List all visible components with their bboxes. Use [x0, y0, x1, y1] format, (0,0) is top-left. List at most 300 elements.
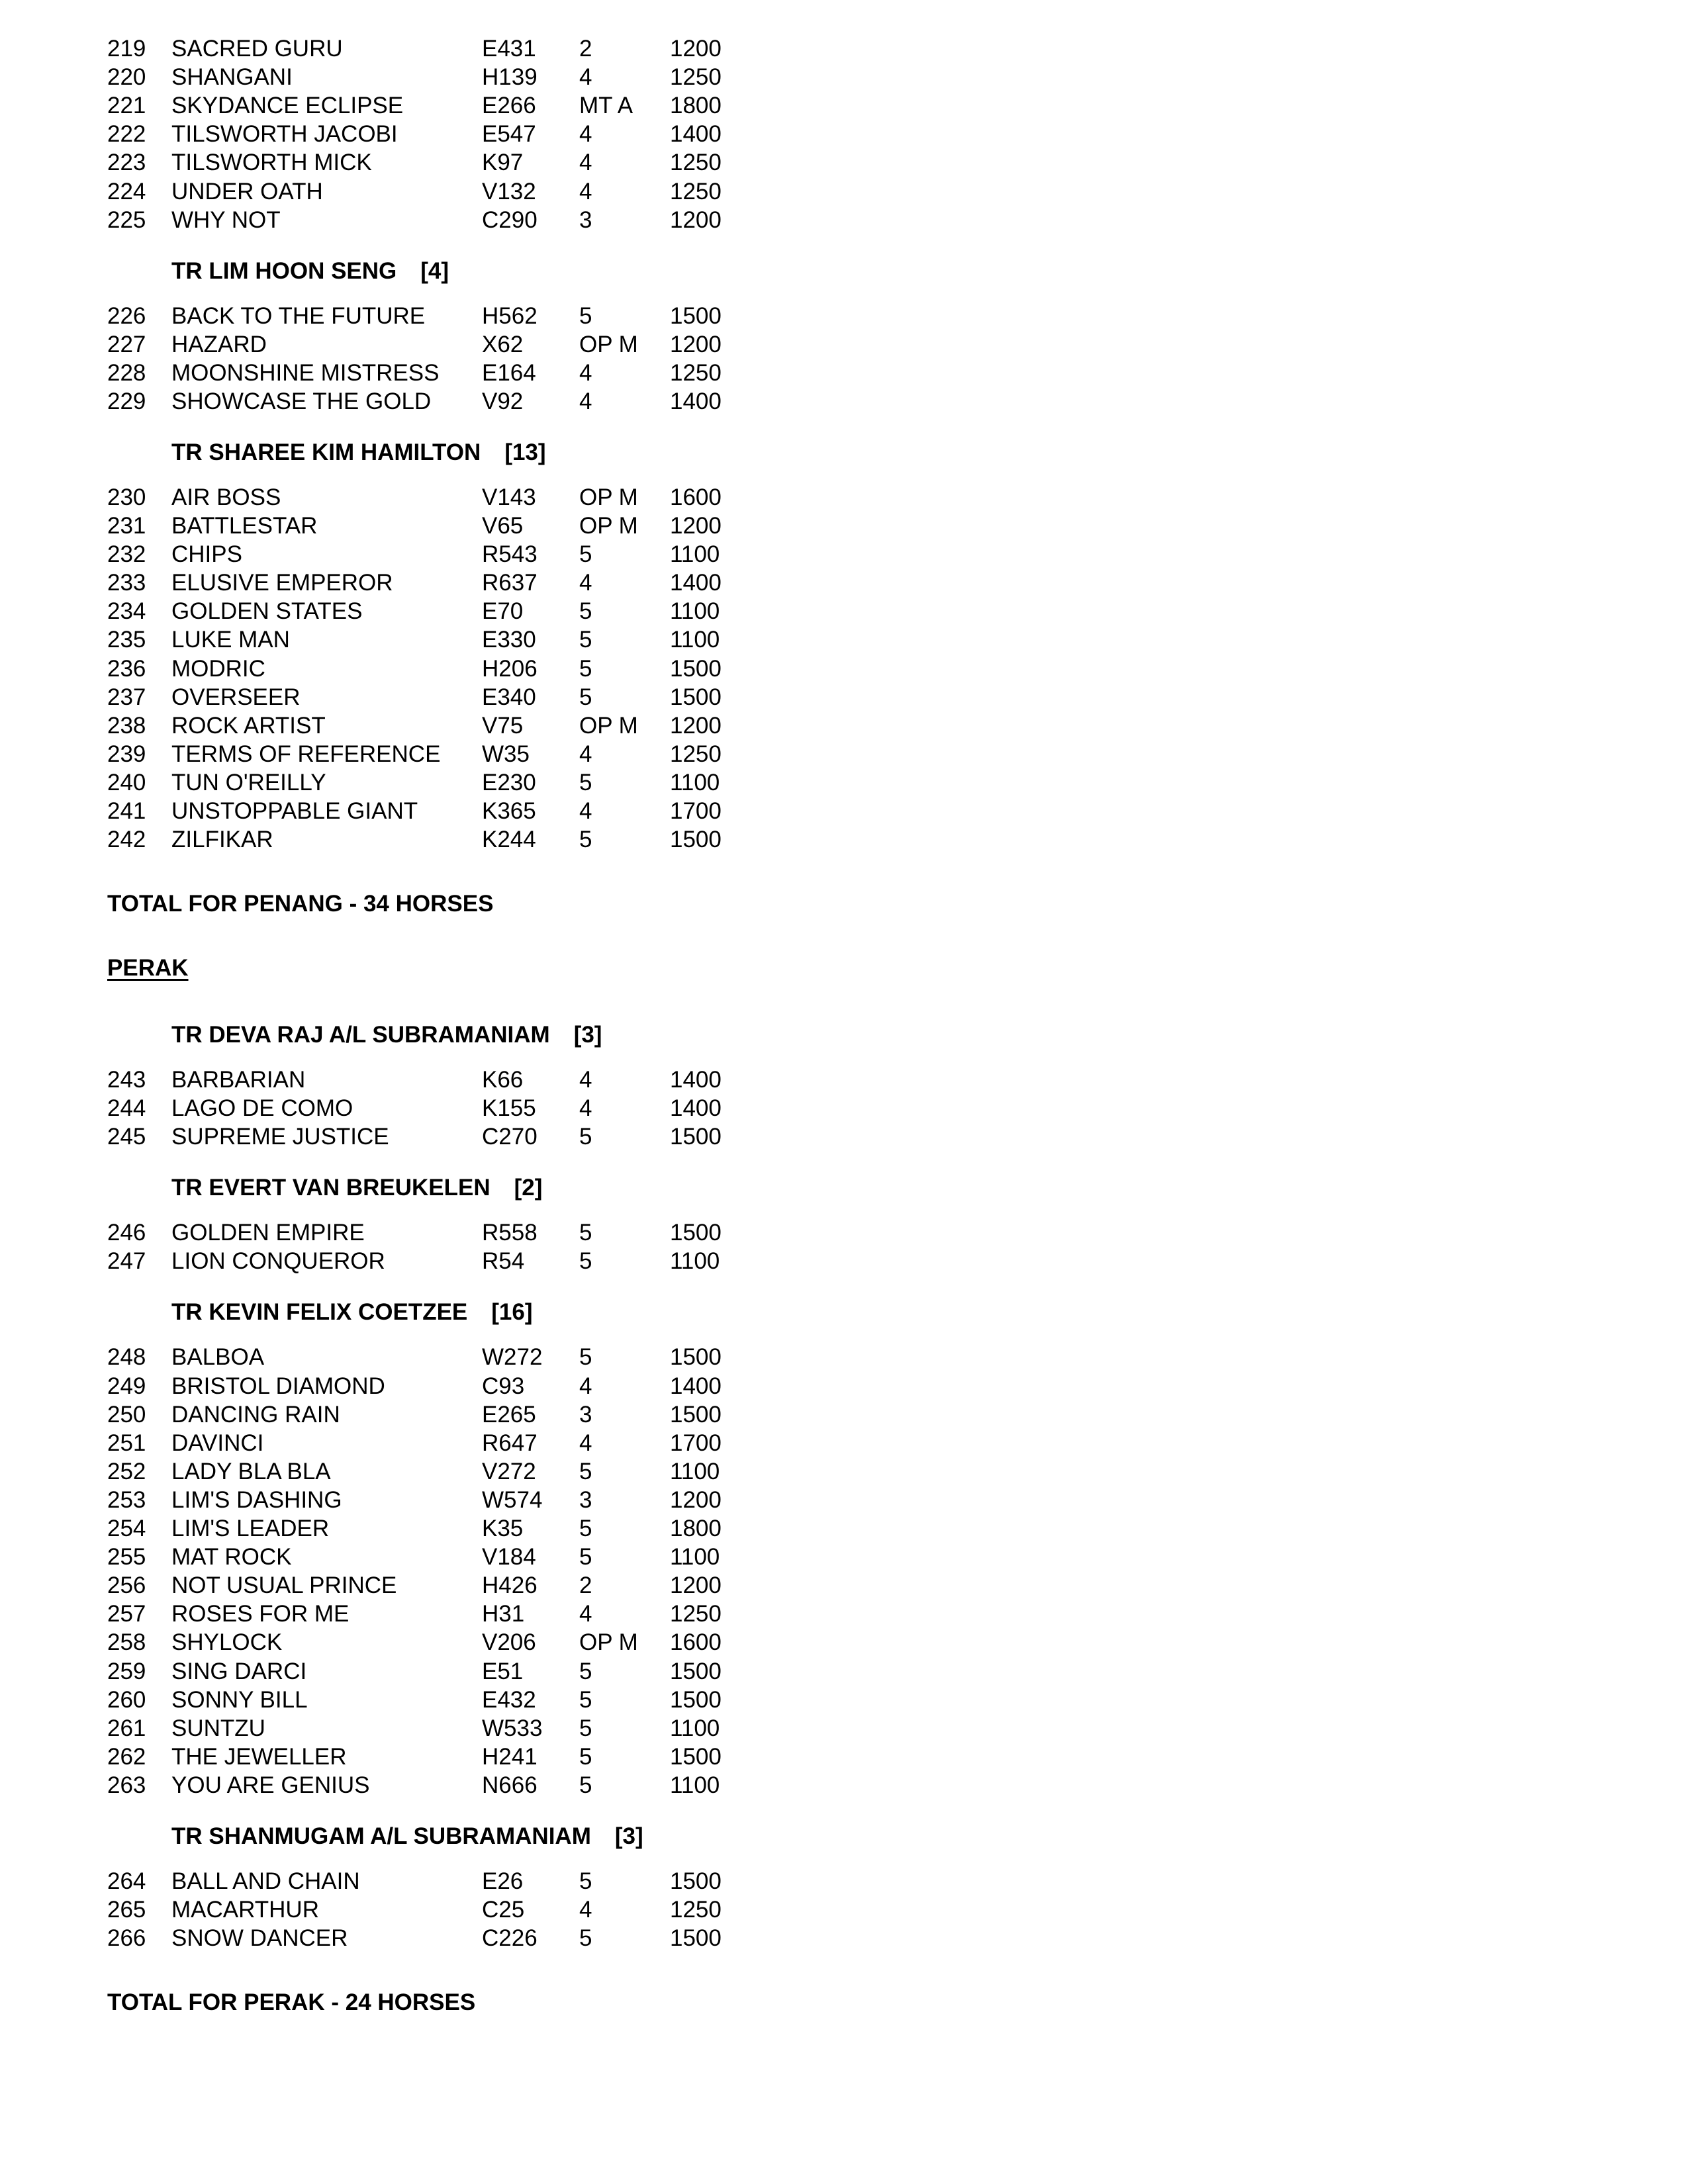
table-row: [0, 683, 794, 712]
horse-rating: 1250: [670, 150, 722, 176]
horse-class: 5: [579, 302, 592, 329]
horse-code: V272: [482, 1458, 536, 1484]
horse-name: GOLDEN STATES: [171, 598, 363, 625]
entry-number: 235: [107, 627, 146, 653]
entry-number: 230: [107, 484, 146, 510]
horse-code: H206: [482, 655, 538, 682]
horse-name: LIM'S DASHING: [171, 1486, 342, 1513]
horse-code: K97: [482, 150, 524, 176]
entry-number: 242: [107, 827, 146, 853]
horse-class: 5: [579, 1516, 592, 1541]
horse-code: H426: [482, 1572, 538, 1599]
horse-name: WHY NOT: [171, 206, 281, 233]
table-row: [0, 359, 794, 388]
horse-code: V184: [482, 1544, 536, 1570]
horse-code: E230: [482, 769, 536, 796]
horse-rating: 1500: [670, 1220, 722, 1246]
table-row: [0, 177, 794, 206]
horse-name: LADY BLA BLA: [171, 1458, 331, 1484]
horse-name: MAT ROCK: [171, 1544, 292, 1570]
horse-code: E340: [482, 684, 536, 710]
horse-class: 5: [579, 1925, 592, 1952]
horse-class: 4: [579, 1897, 592, 1923]
table-row: [0, 120, 794, 149]
table-row: [0, 1686, 794, 1715]
horse-name: BACK TO THE FUTURE: [171, 302, 426, 329]
entry-number: 255: [107, 1544, 146, 1570]
table-row: [0, 91, 794, 120]
entry-number: 245: [107, 1124, 146, 1150]
table-row: [0, 512, 794, 541]
horse-name: TILSWORTH JACOBI: [171, 121, 398, 148]
table-row: [0, 206, 794, 235]
entry-number: 231: [107, 513, 146, 539]
horse-code: R54: [482, 1248, 525, 1275]
table-row: [0, 1400, 794, 1430]
entry-number: 232: [107, 541, 146, 568]
horse-name: SNOW DANCER: [171, 1925, 348, 1952]
table-row: [0, 1543, 794, 1572]
entry-number: 260: [107, 1686, 146, 1713]
horse-code: E431: [482, 36, 536, 62]
entry-number: 224: [107, 178, 146, 205]
horse-code: H139: [482, 64, 538, 91]
horse-class: 4: [579, 1430, 592, 1456]
horse-class: 5: [579, 827, 592, 853]
entry-number: 249: [107, 1373, 146, 1399]
horse-rating: 1700: [670, 1430, 722, 1456]
entry-number: 259: [107, 1658, 146, 1684]
horse-class: 5: [579, 598, 592, 625]
horse-code: H241: [482, 1743, 538, 1770]
horse-code: R637: [482, 570, 538, 596]
horse-code: E432: [482, 1686, 536, 1713]
horse-code: W533: [482, 1715, 543, 1741]
horse-rating: 1500: [670, 1743, 722, 1770]
entry-number: 221: [107, 93, 146, 119]
horse-rating: 1600: [670, 484, 722, 510]
horse-class: 4: [579, 570, 592, 596]
horse-name: LUKE MAN: [171, 627, 290, 653]
horse-name: LIM'S LEADER: [171, 1516, 330, 1541]
table-row: [0, 655, 794, 684]
entry-number: 258: [107, 1629, 146, 1656]
horse-rating: 1250: [670, 359, 722, 386]
horse-rating: 1100: [670, 1248, 720, 1275]
horse-rating: 1400: [670, 1067, 722, 1093]
entry-number: 241: [107, 798, 146, 824]
table-row: [0, 1657, 794, 1686]
horse-class: 4: [579, 1095, 592, 1122]
horse-code: C226: [482, 1925, 538, 1952]
entry-number: 263: [107, 1772, 146, 1798]
horse-code: E547: [482, 121, 536, 148]
entry-number: 228: [107, 359, 146, 386]
table-row: [0, 1486, 794, 1515]
table-row: [0, 569, 794, 598]
horse-rating: 1200: [670, 36, 722, 62]
entry-number: 261: [107, 1715, 146, 1741]
table-row: [0, 1867, 794, 1896]
entry-number: 226: [107, 302, 146, 329]
horse-rating: 1800: [670, 1516, 722, 1541]
horse-name: DAVINCI: [171, 1430, 264, 1456]
horse-code: V65: [482, 513, 524, 539]
horse-code: C290: [482, 206, 538, 233]
horse-rating: 1500: [670, 1344, 722, 1371]
horse-name: BALBOA: [171, 1344, 265, 1371]
horse-code: W272: [482, 1344, 543, 1371]
horse-rating: 1100: [670, 541, 720, 568]
horse-name: TERMS OF REFERENCE: [171, 741, 441, 767]
horse-code: E330: [482, 627, 536, 653]
horse-rating: 1500: [670, 1868, 722, 1894]
horse-rating: 1500: [670, 1686, 722, 1713]
horse-rating: 1500: [670, 655, 722, 682]
horse-class: 2: [579, 36, 592, 62]
entry-number: 254: [107, 1516, 146, 1541]
entry-number: 262: [107, 1743, 146, 1770]
trainer-name: TR KEVIN FELIX COETZEE: [171, 1299, 468, 1326]
horse-rating: 1100: [670, 627, 720, 653]
horse-name: GOLDEN EMPIRE: [171, 1220, 365, 1246]
horse-rating: 1400: [670, 121, 722, 148]
horse-class: OP M: [579, 513, 638, 539]
horse-code: E26: [482, 1868, 524, 1894]
horse-rating: 1500: [670, 1401, 722, 1428]
horse-rating: 1200: [670, 331, 722, 357]
horse-class: 4: [579, 178, 592, 205]
horse-class: 5: [579, 1458, 592, 1484]
table-row: [0, 34, 794, 64]
trainer-horse-count: [3]: [573, 1022, 602, 1048]
entry-number: 238: [107, 712, 146, 739]
horse-class: 4: [579, 798, 592, 824]
horse-rating: 1400: [670, 1373, 722, 1399]
horse-name: ZILFIKAR: [171, 827, 273, 853]
horse-name: ELUSIVE EMPEROR: [171, 570, 393, 596]
trainer-horse-count: [2]: [514, 1175, 543, 1201]
horse-code: V206: [482, 1629, 536, 1656]
horse-rating: 1100: [670, 769, 720, 796]
horse-class: 4: [579, 388, 592, 414]
horse-class: 4: [579, 1067, 592, 1093]
horse-rating: 1200: [670, 1572, 722, 1599]
horse-code: K66: [482, 1067, 524, 1093]
table-row: [0, 1514, 794, 1543]
table-row: [0, 625, 794, 655]
table-row: [0, 797, 794, 826]
entry-number: 266: [107, 1925, 146, 1952]
horse-class: 5: [579, 1544, 592, 1570]
entry-number: 237: [107, 684, 146, 710]
table-row: [0, 1743, 794, 1772]
horse-code: H562: [482, 302, 538, 329]
trainer-heading: [171, 1822, 643, 1851]
horse-code: W35: [482, 741, 530, 767]
region-heading: PERAK: [107, 955, 189, 981]
table-row: [0, 1429, 794, 1458]
table-row: [0, 330, 794, 359]
horse-rating: 1200: [670, 206, 722, 233]
table-row: [0, 711, 794, 741]
entry-number: 219: [107, 36, 146, 62]
table-row: [0, 1094, 794, 1123]
horse-code: E51: [482, 1658, 524, 1684]
horse-rating: 1100: [670, 1458, 720, 1484]
horse-code: E164: [482, 359, 536, 386]
trainer-horse-count: [4]: [420, 257, 449, 284]
horse-rating: 1250: [670, 1897, 722, 1923]
horse-name: SUPREME JUSTICE: [171, 1124, 389, 1150]
entry-number: 252: [107, 1458, 146, 1484]
horse-class: 4: [579, 150, 592, 176]
horse-code: E265: [482, 1401, 536, 1428]
entry-number: 229: [107, 388, 146, 414]
horse-name: BALL AND CHAIN: [171, 1868, 360, 1894]
table-row: [0, 597, 794, 626]
horse-code: K244: [482, 827, 536, 853]
table-row: [0, 1895, 794, 1925]
horse-code: C270: [482, 1124, 538, 1150]
trainer-name: TR SHAREE KIM HAMILTON: [171, 439, 481, 465]
horse-class: 4: [579, 1601, 592, 1627]
horse-name: AIR BOSS: [171, 484, 281, 510]
horse-class: 5: [579, 1743, 592, 1770]
horse-class: 2: [579, 1572, 592, 1599]
horse-name: SHYLOCK: [171, 1629, 283, 1656]
region-total: TOTAL FOR PERAK - 24 HORSES: [107, 1989, 476, 2016]
entry-number: 225: [107, 206, 146, 233]
horse-class: 5: [579, 1248, 592, 1275]
trainer-name: TR DEVA RAJ A/L SUBRAMANIAM: [171, 1022, 550, 1048]
trainer-heading: [171, 257, 449, 286]
horse-rating: 1100: [670, 598, 720, 625]
horse-name: DANCING RAIN: [171, 1401, 340, 1428]
entry-number: 236: [107, 655, 146, 682]
table-row: [0, 63, 794, 92]
table-row: [0, 1771, 794, 1800]
horse-rating: 1200: [670, 1486, 722, 1513]
trainer-horse-count: [16]: [491, 1299, 533, 1326]
horse-name: BATTLESTAR: [171, 513, 318, 539]
entry-number: 264: [107, 1868, 146, 1894]
horse-name: CHIPS: [171, 541, 242, 568]
entry-number: 248: [107, 1344, 146, 1371]
horse-name: TILSWORTH MICK: [171, 150, 372, 176]
horse-code: C25: [482, 1897, 525, 1923]
entry-number: 247: [107, 1248, 146, 1275]
entry-number: 265: [107, 1897, 146, 1923]
horse-class: 5: [579, 769, 592, 796]
trainer-horse-count: [13]: [504, 439, 546, 465]
horse-rating: 1500: [670, 302, 722, 329]
table-row: [0, 302, 794, 331]
entry-number: 239: [107, 741, 146, 767]
horse-code: V75: [482, 712, 524, 739]
horse-rating: 1250: [670, 741, 722, 767]
entry-number: 256: [107, 1572, 146, 1599]
table-row: [0, 768, 794, 797]
horse-code: V132: [482, 178, 536, 205]
horse-name: BARBARIAN: [171, 1067, 306, 1093]
horse-name: NOT USUAL PRINCE: [171, 1572, 397, 1599]
horse-name: UNDER OATH: [171, 178, 323, 205]
entry-number: 227: [107, 331, 146, 357]
horse-class: 3: [579, 1486, 592, 1513]
horse-name: OVERSEER: [171, 684, 301, 710]
table-row: [0, 1600, 794, 1629]
horse-rating: 1500: [670, 1658, 722, 1684]
trainer-horse-count: [3]: [614, 1823, 643, 1849]
horse-class: 5: [579, 1344, 592, 1371]
table-row: [0, 1218, 794, 1248]
horse-class: 4: [579, 121, 592, 148]
horse-class: 4: [579, 64, 592, 91]
horse-name: SACRED GURU: [171, 36, 343, 62]
trainer-name: TR EVERT VAN BREUKELEN: [171, 1175, 491, 1201]
entry-number: 244: [107, 1095, 146, 1122]
table-row: [0, 1066, 794, 1095]
entry-number: 233: [107, 570, 146, 596]
horse-name: MODRIC: [171, 655, 265, 682]
table-row: [0, 1924, 794, 1953]
entry-number: 250: [107, 1401, 146, 1428]
table-row: [0, 1571, 794, 1600]
trainer-name: TR LIM HOON SENG: [171, 257, 397, 284]
horse-rating: 1500: [670, 684, 722, 710]
horse-code: V143: [482, 484, 536, 510]
horse-rating: 1250: [670, 1601, 722, 1627]
horse-rating: 1250: [670, 178, 722, 205]
horse-class: 5: [579, 1124, 592, 1150]
horse-rating: 1100: [670, 1772, 720, 1798]
table-row: [0, 1628, 794, 1657]
horse-code: K35: [482, 1516, 524, 1541]
horse-rating: 1600: [670, 1629, 722, 1656]
horse-class: 5: [579, 1772, 592, 1798]
entry-number: 246: [107, 1220, 146, 1246]
horse-class: OP M: [579, 331, 638, 357]
horse-name: THE JEWELLER: [171, 1743, 347, 1770]
horse-code: X62: [482, 331, 524, 357]
table-row: [0, 483, 794, 512]
horse-name: SHOWCASE THE GOLD: [171, 388, 432, 414]
horse-name: SUNTZU: [171, 1715, 265, 1741]
horse-name: SHANGANI: [171, 64, 293, 91]
horse-name: ROCK ARTIST: [171, 712, 326, 739]
entry-number: 234: [107, 598, 146, 625]
horse-class: 5: [579, 655, 592, 682]
horse-rating: 1100: [670, 1715, 720, 1741]
entry-number: 223: [107, 150, 146, 176]
horse-class: 5: [579, 627, 592, 653]
horse-name: TUN O'REILLY: [171, 769, 326, 796]
horse-class: 5: [579, 541, 592, 568]
entry-number: 251: [107, 1430, 146, 1456]
horse-rating: 1100: [670, 1544, 720, 1570]
horse-class: MT A: [579, 93, 633, 119]
horse-code: V92: [482, 388, 524, 414]
horse-name: HAZARD: [171, 331, 267, 357]
horse-class: OP M: [579, 484, 638, 510]
entry-number: 240: [107, 769, 146, 796]
horse-class: 3: [579, 1401, 592, 1428]
horse-rating: 1500: [670, 1124, 722, 1150]
horse-name: BRISTOL DIAMOND: [171, 1373, 385, 1399]
horse-class: 5: [579, 1868, 592, 1894]
horse-class: 5: [579, 684, 592, 710]
horse-code: E266: [482, 93, 536, 119]
table-row: [0, 1372, 794, 1401]
horse-class: 5: [579, 1220, 592, 1246]
horse-rating: 1200: [670, 513, 722, 539]
table-row: [0, 1247, 794, 1276]
table-row: [0, 1343, 794, 1372]
horse-name: LION CONQUEROR: [171, 1248, 385, 1275]
horse-class: 4: [579, 1373, 592, 1399]
horse-rating: 1400: [670, 388, 722, 414]
horse-rating: 1200: [670, 712, 722, 739]
table-row: [0, 387, 794, 416]
horse-code: R543: [482, 541, 538, 568]
entry-number: 243: [107, 1067, 146, 1093]
horse-class: 3: [579, 206, 592, 233]
trainer-heading: [171, 1173, 542, 1203]
table-row: [0, 740, 794, 769]
horse-code: C93: [482, 1373, 525, 1399]
horse-name: MACARTHUR: [171, 1897, 319, 1923]
horse-class: 5: [579, 1715, 592, 1741]
table-row: [0, 825, 794, 854]
table-row: [0, 148, 794, 177]
horse-name: UNSTOPPABLE GIANT: [171, 798, 418, 824]
horse-class: 5: [579, 1686, 592, 1713]
horse-name: MOONSHINE MISTRESS: [171, 359, 440, 386]
horse-name: YOU ARE GENIUS: [171, 1772, 370, 1798]
horse-class: 5: [579, 1658, 592, 1684]
horse-name: ROSES FOR ME: [171, 1601, 350, 1627]
horse-code: W574: [482, 1486, 543, 1513]
horse-rating: 1500: [670, 827, 722, 853]
horse-code: N666: [482, 1772, 538, 1798]
entry-number: 257: [107, 1601, 146, 1627]
horse-rating: 1800: [670, 93, 722, 119]
entry-number: 222: [107, 121, 146, 148]
horse-rating: 1400: [670, 570, 722, 596]
horse-rating: 1500: [670, 1925, 722, 1952]
horse-rating: 1250: [670, 64, 722, 91]
horse-rating: 1400: [670, 1095, 722, 1122]
table-row: [0, 1457, 794, 1486]
entry-number: 220: [107, 64, 146, 91]
entry-number: 253: [107, 1486, 146, 1513]
horse-rating: 1700: [670, 798, 722, 824]
horse-name: SING DARCI: [171, 1658, 307, 1684]
trainer-name: TR SHANMUGAM A/L SUBRAMANIAM: [171, 1823, 591, 1849]
table-row: [0, 540, 794, 569]
horse-class: 4: [579, 359, 592, 386]
horse-name: SONNY BILL: [171, 1686, 308, 1713]
horse-name: LAGO DE COMO: [171, 1095, 353, 1122]
horse-class: 4: [579, 741, 592, 767]
trainer-heading: [171, 438, 546, 467]
horse-code: E70: [482, 598, 524, 625]
horse-code: R647: [482, 1430, 538, 1456]
table-row: [0, 1714, 794, 1743]
horse-code: H31: [482, 1601, 525, 1627]
region-total: TOTAL FOR PENANG - 34 HORSES: [107, 891, 494, 917]
